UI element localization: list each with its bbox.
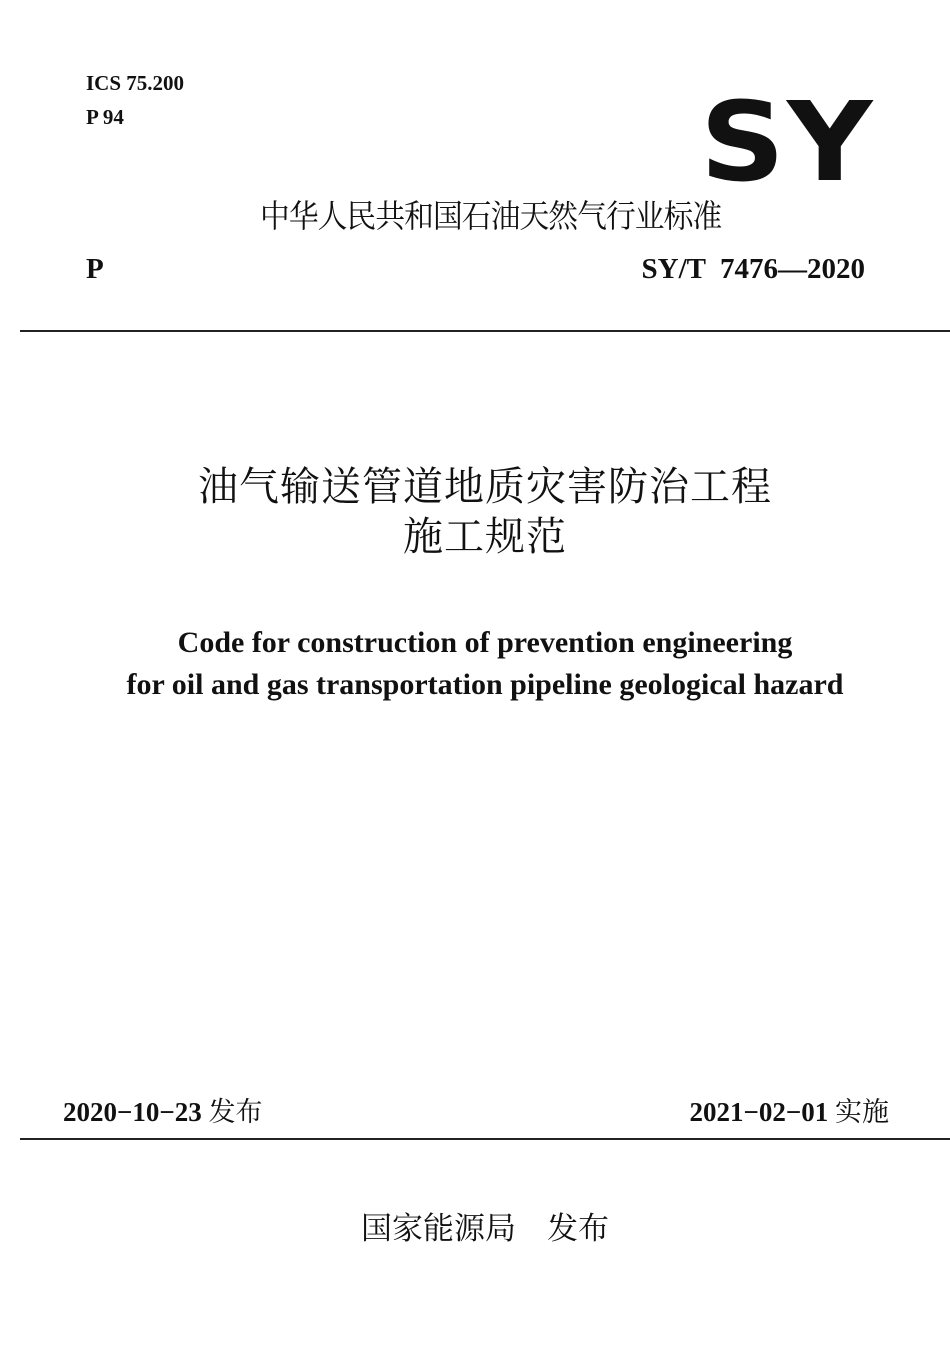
ccs-code: P 94 [86,105,124,129]
implementation-date-label: 实施 [835,1097,889,1128]
publisher: 国家能源局 发布 [361,1211,609,1247]
bottom-divider [20,1138,950,1140]
english-title-line-2: for oil and gas transportation pipeline geological hazard [126,668,844,701]
english-title [0,622,950,706]
chinese-title [0,462,950,562]
sy-logo: SY [700,77,875,206]
issue-date-value: 2020−10−23 [63,1097,202,1127]
issue-date-label: 发布 [208,1097,263,1128]
english-title-line-1: Code for construction of prevention engineering [177,626,793,659]
implementation-date [689,1094,889,1131]
top-divider [20,330,950,332]
category-code: P [86,253,104,285]
implementation-date-value: 2021−02−01 [689,1097,829,1127]
issue-date [63,1094,263,1131]
industry-standard-title: 中华人民共和国石油天然气行业标准 [260,197,722,235]
standard-number: SY/T 7476—2020 [641,253,865,285]
chinese-title-line-2: 施工规范 [403,514,567,560]
chinese-title-line-1: 油气输送管道地质灾害防治工程 [198,464,772,510]
ics-code: ICS 75.200 [86,71,185,95]
